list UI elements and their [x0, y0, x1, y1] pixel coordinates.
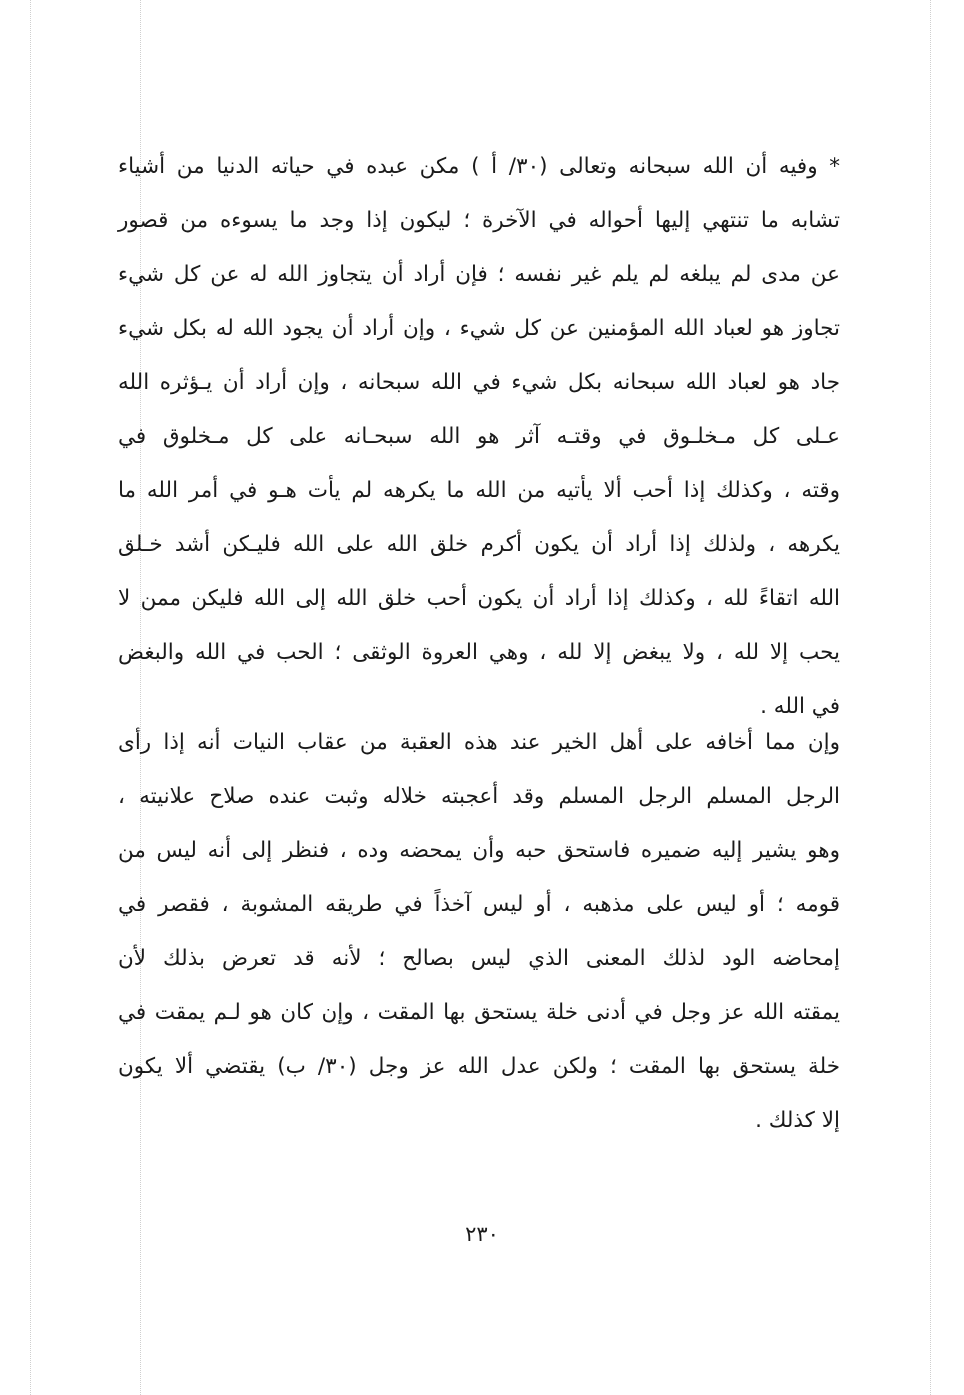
paragraph-line: عـلى كل مـخلـوق في وقتـه آثر هو الله سبحـانه على كل مـخلوق في: [118, 424, 840, 449]
paragraph-line: إلا كذلك .: [755, 1108, 840, 1133]
paragraph-line: وقته ، وكذلك إذا أحب ألا يأتيه من الله ما يكرهه لم يأت هـو في أمر الله ما: [118, 478, 840, 503]
paragraph-1: [118, 152, 840, 746]
paragraph-line: تشابه ما تنتهي إليها أحواله في الآخرة ؛ ليكون إذا وجد ما يسوءه من قصور: [118, 208, 840, 233]
paragraph-line: عن مدى لم يبلغه لم يلم غير نفسه ؛ فإن أراد أن يتجاوز الله له عن كل شيء: [118, 262, 840, 287]
scan-guide-line: [930, 0, 931, 1395]
paragraph-line: في الله .: [760, 694, 840, 719]
paragraph-line: يمقته الله عز وجل في أدنى خلة يستحق بها المقت ، وإن كان هو لـم يمقت في: [118, 1000, 840, 1025]
paragraph-line: خلة يستحق بها المقت ؛ ولكن عدل الله عز وجل (٣٠/ ب) يقتضي ألا يكون: [118, 1054, 840, 1079]
paragraph-2: [118, 728, 840, 1160]
paragraph-line: الرجل المسلم الرجل المسلم وقد أعجبته خلاله وثبت عنده صلاح علانيته ،: [118, 784, 840, 809]
paragraph-line: إمحاضه الود لذلك المعنى الذي ليس بصالح ؛ لأنه قد تعرض بذلك لأن: [118, 946, 840, 971]
paragraph-line: الله اتقاءً لله ، وكذلك إذا أراد أن يكون أحب خلق الله إلى الله فليكن ممن لا: [118, 586, 840, 611]
paragraph-line: * وفيه أن الله سبحانه وتعالى (٣٠/ أ ) مكن عبده في حياته الدنيا من أشياء: [118, 154, 841, 179]
paragraph-line: وإن مما أخافه على أهل الخير عند هذه العقبة من عقاب النيات أنه إذا رأى: [118, 730, 840, 755]
paragraph-line: وهو يشير إليه ضميره فاستحق حبه وأن يمحضه وده ، فنظر إلى أنه ليس من: [118, 838, 840, 863]
paragraph-line: جاد هو لعباد الله سبحانه بكل شيء في الله سبحانه ، وإن أراد أن يـؤثره الله: [118, 370, 840, 395]
paragraph-line: قومه ؛ أو ليس على مذهبه ، أو ليس آخذاً في طريقه المشوبة ، فقصر في: [118, 892, 840, 917]
paragraph-line: تجاوز هو لعباد الله المؤمنين عن كل شيء ، وإن أراد أن يجود الله له بكل شيء: [118, 316, 840, 341]
scan-guide-line: [30, 0, 31, 1395]
page-number: ٢٣٠: [465, 1222, 499, 1246]
paragraph-line: يحب إلا لله ، ولا يبغض إلا لله ، وهي العروة الوثقى ؛ الحب في الله والبغض: [118, 640, 840, 665]
paragraph-line: يكرهه ، ولذلك إذا أراد أن يكون أكرم خلق الله على الله فليـكن أشد خـلق: [118, 532, 840, 557]
